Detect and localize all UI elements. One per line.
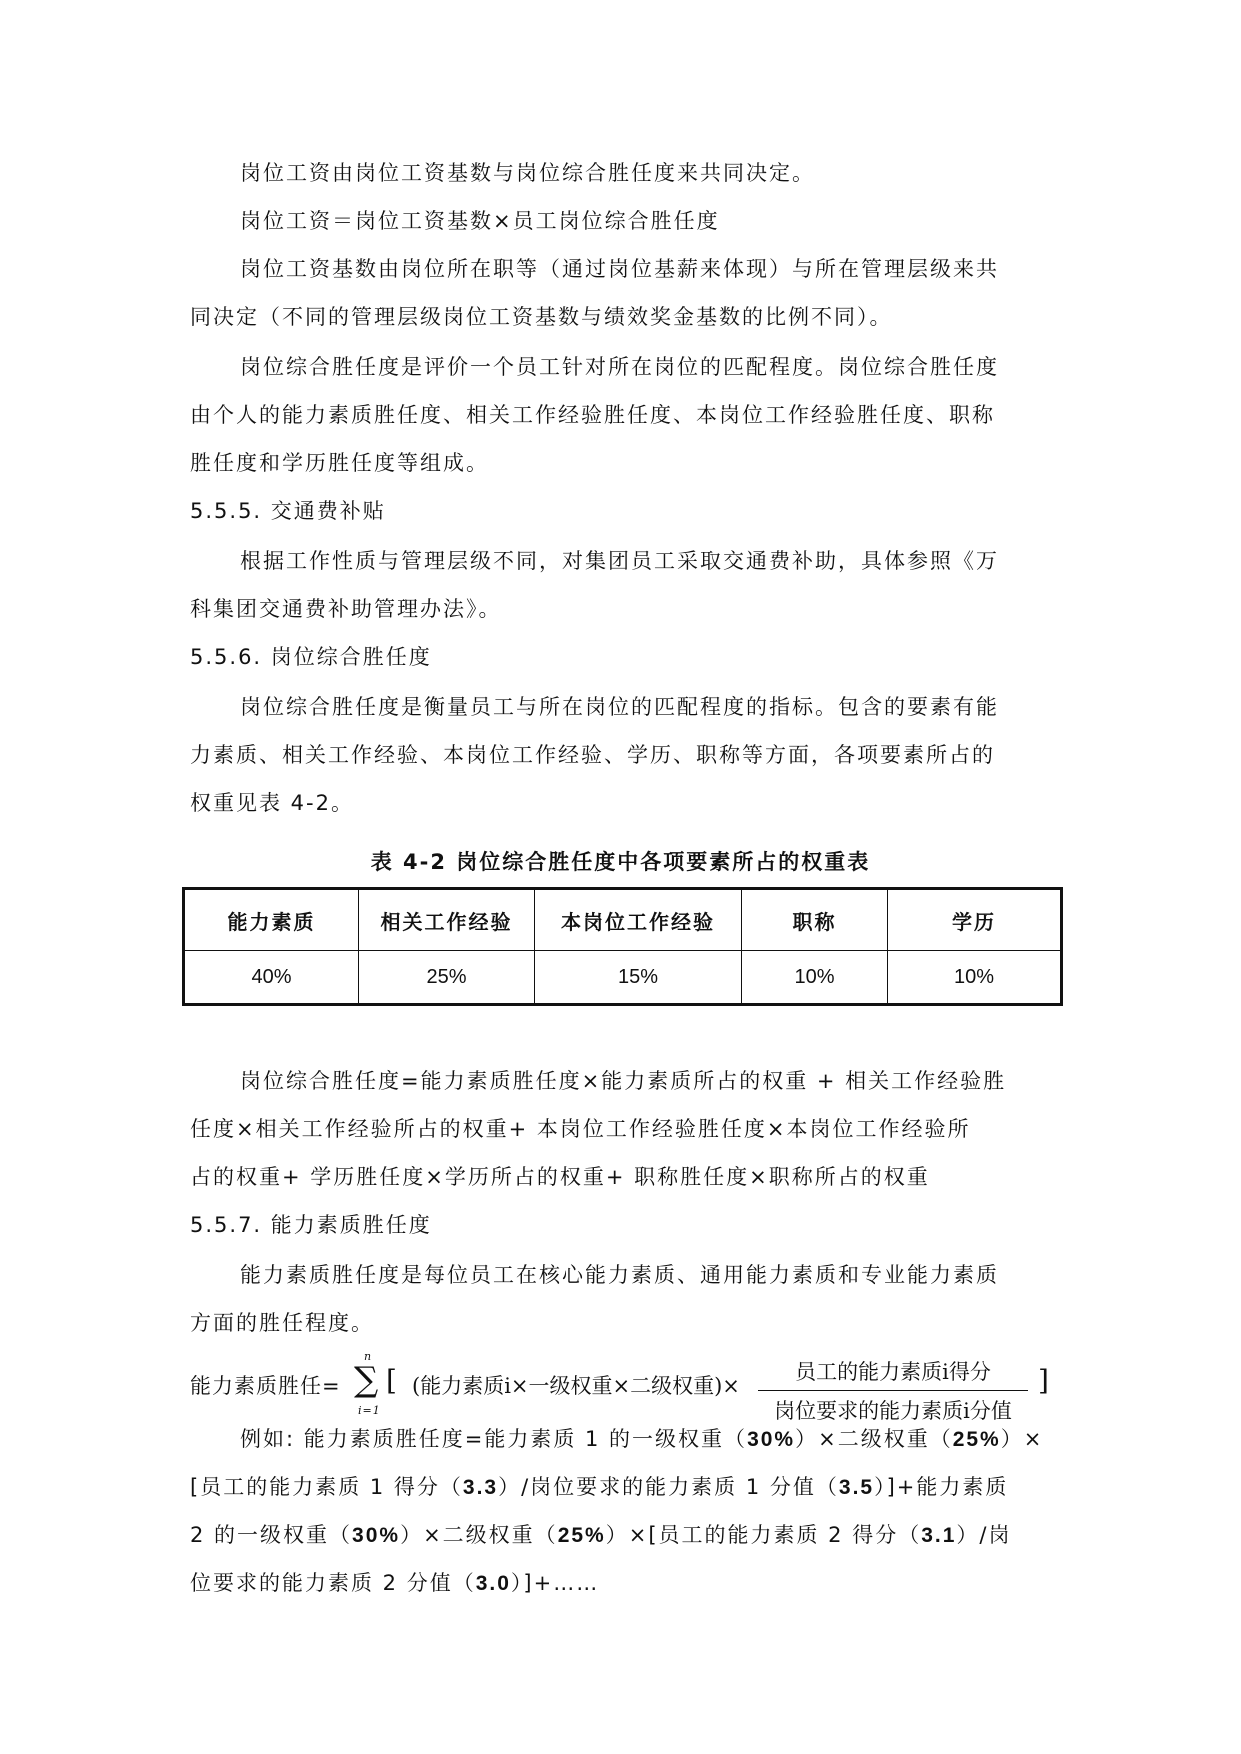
competency-formula [190, 1350, 1070, 1426]
example-line [190, 1520, 1012, 1551]
example-value: 30% [352, 1524, 401, 1547]
formula-open-bracket: [ [386, 1364, 397, 1397]
formula-upper-limit: n [364, 1350, 373, 1363]
table-cell: 40% [184, 951, 359, 1005]
formula-lower-limit: i=1 [358, 1404, 381, 1417]
example-value: 3.1 [921, 1524, 957, 1547]
example-text: ）× [1000, 1427, 1044, 1451]
formula-body: (能力素质i×一级权重×二级权重)× [412, 1374, 740, 1398]
example-value: 3.3 [462, 1476, 499, 1499]
example-value: 3.5 [838, 1476, 875, 1499]
paragraph-line: 占的权重+ 学历胜任度×学历所占的权重+ 职称胜任度×职称所占的权重 [190, 1165, 930, 1189]
paragraph-line: 任度×相关工作经验所占的权重+ 本岗位工作经验胜任度×本岗位工作经验所 [190, 1117, 971, 1141]
formula-numerator: 员工的能力素质i得分 [795, 1360, 991, 1384]
table-caption: 表 4-2 岗位综合胜任度中各项要素所占的权重表 [370, 850, 871, 874]
table-header-cell: 学历 [888, 889, 1062, 951]
example-text: [员工的能力素质 1 得分（ [190, 1475, 463, 1499]
table-header-cell: 相关工作经验 [359, 889, 535, 951]
formula-denominator: 岗位要求的能力素质i分值 [774, 1399, 1012, 1423]
paragraph-line: 岗位综合胜任度是评价一个员工针对所在岗位的匹配程度。岗位综合胜任度 [240, 355, 999, 379]
example-text: ）/岗 [956, 1523, 1012, 1547]
example-text: 位要求的能力素质 2 分值（ [190, 1571, 476, 1595]
table-header-cell: 本岗位工作经验 [535, 889, 742, 951]
example-line [240, 1424, 1043, 1455]
example-line [190, 1568, 599, 1599]
fraction-bar [758, 1390, 1028, 1391]
paragraph-line: 根据工作性质与管理层级不同，对集团员工采取交通费补助，具体参照《万 [240, 549, 999, 573]
table-row [184, 951, 1062, 1005]
example-value: 30% [747, 1428, 796, 1451]
section-heading-557: 5.5.7. 能力素质胜任度 [190, 1213, 432, 1237]
section-heading-555: 5.5.5. 交通费补贴 [190, 499, 386, 523]
example-value: 25% [557, 1524, 606, 1547]
paragraph-line: 能力素质胜任度是每位员工在核心能力素质、通用能力素质和专业能力素质 [240, 1263, 999, 1287]
paragraph-line: 权重见表 4-2。 [190, 791, 354, 815]
table-header-cell: 能力素质 [184, 889, 359, 951]
table-header-cell: 职称 [742, 889, 888, 951]
example-text: ）×二级权重（ [795, 1427, 953, 1451]
formula-fraction [758, 1356, 1028, 1425]
example-text: ）]+能力素质 [874, 1475, 1009, 1499]
example-line [190, 1472, 1008, 1503]
table-header-row [184, 889, 1062, 951]
table-cell: 10% [888, 951, 1062, 1005]
paragraph-line: 岗位综合胜任度=能力素质胜任度×能力素质所占的权重 + 相关工作经验胜 [240, 1069, 1007, 1093]
example-text: ）×[员工的能力素质 2 得分（ [605, 1523, 922, 1547]
paragraph-line: 方面的胜任程度。 [190, 1311, 374, 1335]
paragraph-line: 岗位工资＝岗位工资基数×员工岗位综合胜任度 [240, 209, 720, 233]
paragraph-line: 由个人的能力素质胜任度、相关工作经验胜任度、本岗位工作经验胜任度、职称 [190, 403, 995, 427]
paragraph-line: 同决定（不同的管理层级岗位工资基数与绩效奖金基数的比例不同）。 [190, 305, 893, 329]
paragraph-line: 力素质、相关工作经验、本岗位工作经验、学历、职称等方面，各项要素所占的 [190, 743, 995, 767]
formula-close-bracket: ] [1038, 1364, 1049, 1397]
example-value: 25% [952, 1428, 1001, 1451]
example-text: ）/岗位要求的能力素质 1 分值（ [498, 1475, 839, 1499]
table-cell: 10% [742, 951, 888, 1005]
section-heading-556: 5.5.6. 岗位综合胜任度 [190, 645, 432, 669]
example-text: ）×二级权重（ [400, 1523, 558, 1547]
formula-lhs: 能力素质胜任= [190, 1374, 341, 1398]
paragraph-line: 岗位工资基数由岗位所在职等（通过岗位基薪来体现）与所在管理层级来共 [240, 257, 999, 281]
table-cell: 15% [535, 951, 742, 1005]
example-text: ）]+…… [510, 1571, 600, 1595]
paragraph-line: 科集团交通费补助管理办法》。 [190, 597, 502, 621]
table-cell: 25% [359, 951, 535, 1005]
weights-table [182, 887, 1063, 1006]
example-text: 例如: 能力素质胜任度=能力素质 1 的一级权重（ [240, 1427, 748, 1451]
paragraph-line: 岗位综合胜任度是衡量员工与所在岗位的匹配程度的指标。包含的要素有能 [240, 695, 999, 719]
sigma-icon: ∑ [354, 1360, 380, 1400]
example-value: 3.0 [475, 1572, 511, 1595]
example-text: 2 的一级权重（ [190, 1523, 353, 1547]
paragraph-line: 胜任度和学历胜任度等组成。 [190, 451, 489, 475]
paragraph-line: 岗位工资由岗位工资基数与岗位综合胜任度来共同决定。 [240, 161, 815, 185]
